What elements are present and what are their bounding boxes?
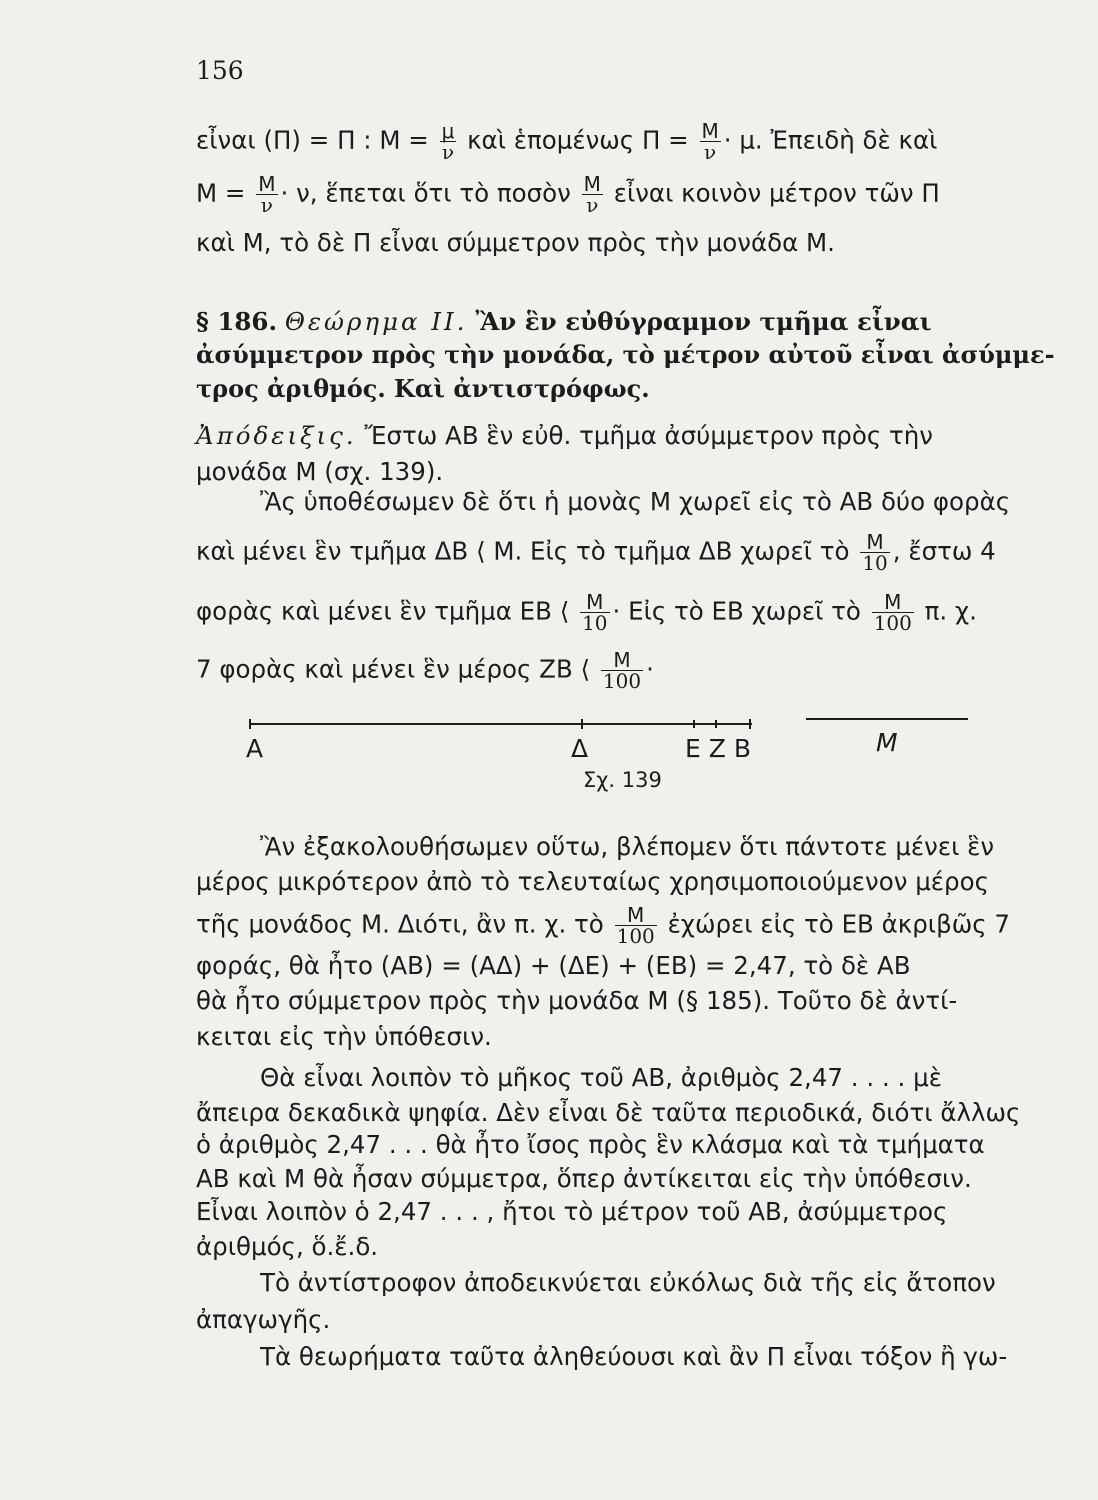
text-segment: φορὰς καὶ μένει ἓν τμῆμα ΕΒ ⟨ — [196, 596, 578, 626]
text-segment: Ἔστω ΑΒ ἓν εὐθ. τμῆμα ἀσύμμετρον πρὸς τὴν — [356, 421, 933, 450]
text-line: Τὸ ἀντίστροφον ἀποδεικνύεται εὐκόλως διὰ τῆς εἰς ἄτοπον — [260, 1268, 996, 1297]
fraction-denominator: 100 — [616, 924, 655, 948]
text-line: μέρος μικρότερον ἀπὸ τὸ τελευταίως χρησιμοποιούμενον μέρος — [196, 867, 989, 896]
fraction-denominator: ν — [256, 194, 277, 215]
label-ezb: Ε Ζ Β — [685, 734, 751, 763]
text-segment: π. χ. — [916, 596, 977, 626]
fraction-denominator: 100 — [873, 611, 912, 635]
text-line: ὁ ἀριθμὸς 2,47 . . . θὰ ἦτο ἴσος πρὸς ἓν κλάσμα καὶ τὰ τμήματα — [196, 1130, 985, 1159]
text-line: ἀπαγωγῆς. — [196, 1305, 331, 1334]
text-line: ΑΒ καὶ Μ θὰ ἦσαν σύμμετρα, ὅπερ ἀντίκειται εἰς τὴν ὑπόθεσιν. — [196, 1164, 972, 1193]
theorem-text: Ἂν ἓν εὐθύγραμμον τμῆμα εἶναι — [475, 307, 932, 336]
fraction-denominator: ν — [440, 141, 457, 162]
figure-caption: Σχ. 139 — [583, 768, 662, 792]
fraction-denominator: ν — [700, 141, 721, 162]
fraction-numerator: Μ — [613, 648, 631, 672]
fraction-numerator: μ — [441, 119, 455, 143]
fraction-numerator: Μ — [701, 119, 719, 143]
text-line: φοράς, θὰ ἦτο (ΑΒ) = (ΑΔ) + (ΔΕ) + (ΕΒ) = 2,47, τὸ δὲ ΑΒ — [196, 951, 911, 980]
text-segment: εἶναι (Π) = Π : Μ = — [196, 125, 437, 155]
text-line: Ἂν ἐξακολουθήσωμεν οὕτω, βλέπομεν ὅτι πάντοτε μένει ἓν — [260, 832, 995, 861]
fraction-numerator: Μ — [586, 590, 604, 614]
text-line: θὰ ἦτο σύμμετρον πρὸς τὴν μονάδα Μ (§ 185). Τοῦτο δὲ ἀντί- — [196, 986, 958, 1015]
text-segment: καὶ μένει ἓν τμῆμα ΔΒ ⟨ Μ. Εἰς τὸ τμῆμα ΔΒ χωρεῖ τὸ — [196, 536, 858, 566]
text-segment: καὶ ἑπομένως Π = — [459, 125, 697, 155]
text-segment: Μ = — [196, 178, 254, 208]
fraction-numerator: Μ — [583, 172, 601, 196]
text-segment: 7 φορὰς καὶ μένει ἓν μέρος ΖΒ ⟨ — [196, 654, 598, 684]
text-segment: · — [646, 654, 654, 684]
text-segment: εἶναι κοινὸν μέτρον τῶν Π — [605, 178, 940, 208]
text-segment: · ν, ἕπεται ὅτι τὸ ποσὸν — [280, 178, 579, 208]
text-segment: τῆς μονάδος Μ. Διότι, ἂν π. χ. τὸ — [196, 909, 612, 939]
proof-label: Ἀπόδειξις. — [196, 421, 357, 450]
text-line-4: Ἂς ὑποθέσωμεν δὲ ὅτι ἡ μονὰς Μ χωρεῖ εἰς τὸ ΑΒ δύο φορὰς — [260, 487, 1011, 516]
text-line: κειται εἰς τὴν ὑπόθεσιν. — [196, 1022, 492, 1051]
text-line: Τὰ θεωρήματα ταῦτα ἀληθεύουσι καὶ ἂν Π εἶναι τόξον ἢ γω- — [260, 1342, 1008, 1371]
label-a: Α — [246, 734, 264, 763]
fraction-denominator: ν — [582, 194, 603, 215]
fraction-numerator: Μ — [627, 903, 645, 927]
fraction-denominator: 10 — [862, 551, 888, 575]
section-number: § 186. — [196, 307, 278, 336]
text-line: ἄπειρα δεκαδικὰ ψηφία. Δὲν εἶναι δὲ ταῦτα περιοδικά, διότι ἄλλως — [196, 1098, 1021, 1127]
fraction-numerator: Μ — [866, 530, 884, 554]
label-m: Μ — [876, 728, 898, 757]
fraction-numerator: Μ — [258, 172, 276, 196]
theorem-line-3: τρος ἀριθμός. Καὶ ἀντιστρόφως. — [196, 374, 650, 403]
text-segment: · μ. Ἐπειδὴ δὲ καὶ — [723, 125, 938, 155]
fraction — [615, 905, 657, 946]
text-line-3: καὶ Μ, τὸ δὲ Π εἶναι σύμμετρον πρὸς τὴν μονάδα Μ. — [196, 228, 835, 257]
page-number: 156 — [196, 56, 244, 85]
text-line — [196, 905, 1036, 946]
text-line: Εἶναι λοιπὸν ὁ 2,47 . . . , ἤτοι τὸ μέτρον τοῦ ΑΒ, ἀσύμμετρος — [196, 1197, 948, 1226]
fraction-numerator: Μ — [884, 590, 902, 614]
label-d: Δ — [571, 734, 589, 763]
text-segment: ἐχώρει εἰς τὸ ΕΒ ἀκριβῶς 7 — [659, 909, 1010, 939]
text-segment: · Εἰς τὸ ΕΒ χωρεῖ τὸ — [612, 596, 869, 626]
proof-line-2: μονάδα Μ (σχ. 139). — [196, 457, 444, 486]
fraction-denominator: 100 — [602, 669, 642, 693]
theorem-line-2: ἀσύμμετρον πρὸς τὴν μονάδα, τὸ μέτρον αὐτοῦ εἶναι ἀσύμμε- — [196, 340, 1055, 369]
fraction-denominator: 10 — [582, 611, 608, 635]
theorem-title: Θεώρημα ΙΙ. — [284, 307, 468, 336]
text-segment: , ἔστω 4 — [892, 536, 996, 566]
text-line: ἀριθμός, ὅ.ἔ.δ. — [196, 1232, 379, 1261]
text-line: Θὰ εἶναι λοιπὸν τὸ μῆκος τοῦ ΑΒ, ἀριθμὸς 2,47 . . . . μὲ — [260, 1063, 942, 1092]
